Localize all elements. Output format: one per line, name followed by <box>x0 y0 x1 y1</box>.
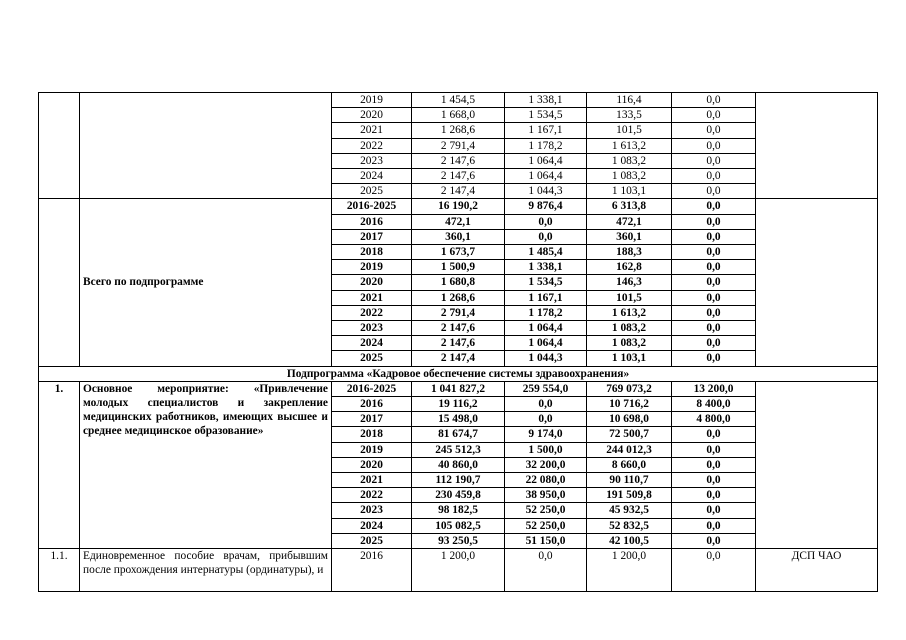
district-budget-cell: 1 534,5 <box>505 275 587 290</box>
district-budget-cell: 0,0 <box>505 549 587 592</box>
table-row <box>39 381 878 396</box>
other-sources-cell: 0,0 <box>672 442 756 457</box>
year-cell: 2024 <box>332 169 412 184</box>
row-number-cell <box>39 199 80 366</box>
total-cell: 2 791,4 <box>412 305 505 320</box>
total-cell: 2 147,6 <box>412 336 505 351</box>
other-sources-cell: 0,0 <box>672 503 756 518</box>
other-sources-cell: 0,0 <box>672 305 756 320</box>
year-cell: 2017 <box>332 229 412 244</box>
district-budget-cell: 52 250,0 <box>505 518 587 533</box>
year-cell: 2016-2025 <box>332 381 412 396</box>
total-cell: 2 147,4 <box>412 351 505 366</box>
district-budget-cell: 1 178,2 <box>505 138 587 153</box>
other-sources-cell: 13 200,0 <box>672 381 756 396</box>
total-cell: 112 190,7 <box>412 473 505 488</box>
total-cell: 360,1 <box>412 229 505 244</box>
regional-budget-cell: 188,3 <box>587 245 672 260</box>
regional-budget-cell: 45 932,5 <box>587 503 672 518</box>
other-sources-cell: 0,0 <box>672 427 756 442</box>
regional-budget-cell: 191 509,8 <box>587 488 672 503</box>
regional-budget-cell: 72 500,7 <box>587 427 672 442</box>
other-sources-cell: 0,0 <box>672 290 756 305</box>
district-budget-cell: 1 167,1 <box>505 123 587 138</box>
regional-budget-cell: 360,1 <box>587 229 672 244</box>
other-sources-cell: 0,0 <box>672 93 756 108</box>
total-cell: 1 041 827,2 <box>412 381 505 396</box>
regional-budget-cell: 52 832,5 <box>587 518 672 533</box>
other-sources-cell: 0,0 <box>672 138 756 153</box>
year-cell: 2022 <box>332 305 412 320</box>
total-cell: 15 498,0 <box>412 412 505 427</box>
row-number-cell: 1.1. <box>39 549 80 592</box>
activity-description: Основное мероприятие: «Привлечение молодых специалистов и закрепление медицинских работников, имеющих высшее и среднее медицинское образование» <box>80 381 332 548</box>
total-cell: 93 250,5 <box>412 533 505 548</box>
other-sources-cell: 0,0 <box>672 473 756 488</box>
executor-cell <box>756 93 878 199</box>
year-cell: 2018 <box>332 427 412 442</box>
total-cell: 1 454,5 <box>412 93 505 108</box>
other-sources-cell: 0,0 <box>672 260 756 275</box>
regional-budget-cell: 1 200,0 <box>587 549 672 592</box>
district-budget-cell: 1 534,5 <box>505 108 587 123</box>
other-sources-cell: 0,0 <box>672 457 756 472</box>
year-cell: 2025 <box>332 351 412 366</box>
district-budget-cell: 1 044,3 <box>505 351 587 366</box>
district-budget-cell: 1 485,4 <box>505 245 587 260</box>
year-cell: 2016 <box>332 549 412 592</box>
other-sources-cell: 0,0 <box>672 245 756 260</box>
district-budget-cell: 0,0 <box>505 229 587 244</box>
regional-budget-cell: 1 613,2 <box>587 138 672 153</box>
total-cell: 16 190,2 <box>412 199 505 214</box>
regional-budget-cell: 90 110,7 <box>587 473 672 488</box>
year-cell: 2016-2025 <box>332 199 412 214</box>
year-cell: 2022 <box>332 488 412 503</box>
district-budget-cell: 259 554,0 <box>505 381 587 396</box>
total-cell: 2 147,4 <box>412 184 505 199</box>
district-budget-cell: 32 200,0 <box>505 457 587 472</box>
regional-budget-cell: 42 100,5 <box>587 533 672 548</box>
table-row <box>39 93 878 108</box>
regional-budget-cell: 162,8 <box>587 260 672 275</box>
other-sources-cell: 0,0 <box>672 351 756 366</box>
regional-budget-cell: 1 083,2 <box>587 169 672 184</box>
year-cell: 2019 <box>332 93 412 108</box>
other-sources-cell: 0,0 <box>672 169 756 184</box>
total-cell: 472,1 <box>412 214 505 229</box>
regional-budget-cell: 10 716,2 <box>587 397 672 412</box>
year-cell: 2021 <box>332 290 412 305</box>
district-budget-cell: 38 950,0 <box>505 488 587 503</box>
executor-cell: ДСП ЧАО <box>756 549 878 592</box>
other-sources-cell: 0,0 <box>672 214 756 229</box>
year-cell: 2024 <box>332 336 412 351</box>
total-cell: 1 500,9 <box>412 260 505 275</box>
other-sources-cell: 0,0 <box>672 321 756 336</box>
regional-budget-cell: 8 660,0 <box>587 457 672 472</box>
regional-budget-cell: 1 083,2 <box>587 321 672 336</box>
subprogram-title: Подпрограмма «Кадровое обеспечение системы здравоохранения» <box>39 366 878 381</box>
year-cell: 2020 <box>332 108 412 123</box>
total-cell: 1 268,6 <box>412 123 505 138</box>
total-cell: 2 147,6 <box>412 153 505 168</box>
year-cell: 2025 <box>332 533 412 548</box>
regional-budget-cell: 133,5 <box>587 108 672 123</box>
table-row <box>39 549 878 592</box>
regional-budget-cell: 101,5 <box>587 123 672 138</box>
year-cell: 2023 <box>332 321 412 336</box>
other-sources-cell: 4 800,0 <box>672 412 756 427</box>
district-budget-cell: 22 080,0 <box>505 473 587 488</box>
district-budget-cell: 1 064,4 <box>505 169 587 184</box>
year-cell: 2016 <box>332 397 412 412</box>
table-row <box>39 199 878 214</box>
total-cell: 230 459,8 <box>412 488 505 503</box>
total-cell: 2 147,6 <box>412 321 505 336</box>
regional-budget-cell: 1 103,1 <box>587 184 672 199</box>
total-cell: 1 668,0 <box>412 108 505 123</box>
regional-budget-cell: 1 103,1 <box>587 351 672 366</box>
other-sources-cell: 8 400,0 <box>672 397 756 412</box>
other-sources-cell: 0,0 <box>672 153 756 168</box>
other-sources-cell: 0,0 <box>672 533 756 548</box>
activity-cell <box>80 93 332 199</box>
total-cell: 98 182,5 <box>412 503 505 518</box>
regional-budget-cell: 769 073,2 <box>587 381 672 396</box>
year-cell: 2019 <box>332 442 412 457</box>
year-cell: 2023 <box>332 153 412 168</box>
regional-budget-cell: 10 698,0 <box>587 412 672 427</box>
regional-budget-cell: 146,3 <box>587 275 672 290</box>
budget-table <box>38 92 878 592</box>
district-budget-cell: 52 250,0 <box>505 503 587 518</box>
district-budget-cell: 1 044,3 <box>505 184 587 199</box>
other-sources-cell: 0,0 <box>672 336 756 351</box>
district-budget-cell: 1 064,4 <box>505 321 587 336</box>
district-budget-cell: 1 338,1 <box>505 93 587 108</box>
district-budget-cell: 1 178,2 <box>505 305 587 320</box>
total-cell: 245 512,3 <box>412 442 505 457</box>
executor-cell <box>756 381 878 548</box>
row-number-cell <box>39 93 80 199</box>
regional-budget-cell: 472,1 <box>587 214 672 229</box>
year-cell: 2025 <box>332 184 412 199</box>
other-sources-cell: 0,0 <box>672 488 756 503</box>
year-cell: 2019 <box>332 260 412 275</box>
regional-budget-cell: 1 613,2 <box>587 305 672 320</box>
row-number-cell: 1. <box>39 381 80 548</box>
year-cell: 2017 <box>332 412 412 427</box>
regional-budget-cell: 6 313,8 <box>587 199 672 214</box>
district-budget-cell: 51 150,0 <box>505 533 587 548</box>
district-budget-cell: 9 174,0 <box>505 427 587 442</box>
year-cell: 2016 <box>332 214 412 229</box>
activity-description: Единовременное пособие врачам, прибывшим после прохождения интернатуры (ординатуры), и <box>80 549 332 592</box>
total-cell: 1 673,7 <box>412 245 505 260</box>
other-sources-cell: 0,0 <box>672 518 756 533</box>
other-sources-cell: 0,0 <box>672 123 756 138</box>
subprogram-heading-row <box>39 366 878 381</box>
year-cell: 2021 <box>332 473 412 488</box>
district-budget-cell: 1 064,4 <box>505 336 587 351</box>
regional-budget-cell: 116,4 <box>587 93 672 108</box>
district-budget-cell: 1 338,1 <box>505 260 587 275</box>
other-sources-cell: 0,0 <box>672 199 756 214</box>
year-cell: 2022 <box>332 138 412 153</box>
regional-budget-cell: 1 083,2 <box>587 153 672 168</box>
other-sources-cell: 0,0 <box>672 184 756 199</box>
other-sources-cell: 0,0 <box>672 549 756 592</box>
year-cell: 2023 <box>332 503 412 518</box>
regional-budget-cell: 1 083,2 <box>587 336 672 351</box>
executor-cell <box>756 199 878 366</box>
year-cell: 2020 <box>332 457 412 472</box>
district-budget-cell: 0,0 <box>505 214 587 229</box>
total-cell: 81 674,7 <box>412 427 505 442</box>
district-budget-cell: 0,0 <box>505 397 587 412</box>
regional-budget-cell: 244 012,3 <box>587 442 672 457</box>
year-cell: 2024 <box>332 518 412 533</box>
year-cell: 2020 <box>332 275 412 290</box>
total-cell: 2 147,6 <box>412 169 505 184</box>
year-cell: 2021 <box>332 123 412 138</box>
year-cell: 2018 <box>332 245 412 260</box>
subprogram-total-label: Всего по подпрограмме <box>80 199 332 366</box>
other-sources-cell: 0,0 <box>672 108 756 123</box>
district-budget-cell: 1 167,1 <box>505 290 587 305</box>
other-sources-cell: 0,0 <box>672 275 756 290</box>
total-cell: 2 791,4 <box>412 138 505 153</box>
total-cell: 40 860,0 <box>412 457 505 472</box>
total-cell: 19 116,2 <box>412 397 505 412</box>
district-budget-cell: 1 500,0 <box>505 442 587 457</box>
other-sources-cell: 0,0 <box>672 229 756 244</box>
total-cell: 1 200,0 <box>412 549 505 592</box>
district-budget-cell: 1 064,4 <box>505 153 587 168</box>
regional-budget-cell: 101,5 <box>587 290 672 305</box>
total-cell: 1 680,8 <box>412 275 505 290</box>
total-cell: 1 268,6 <box>412 290 505 305</box>
district-budget-cell: 9 876,4 <box>505 199 587 214</box>
total-cell: 105 082,5 <box>412 518 505 533</box>
district-budget-cell: 0,0 <box>505 412 587 427</box>
